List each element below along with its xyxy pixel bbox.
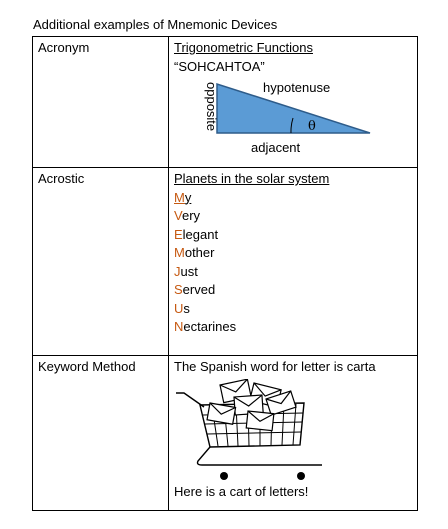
label-acronym: Acronym <box>38 40 90 55</box>
heading-planets: Planets in the solar system <box>174 171 330 186</box>
acrostic-word-list <box>174 189 412 337</box>
acrostic-word <box>174 281 412 300</box>
label-keyword-method: Keyword Method <box>38 359 136 374</box>
keyword-heading: The Spanish word for letter is carta <box>174 359 376 374</box>
acrostic-rest: ust <box>180 263 198 279</box>
mnemonic-table <box>32 36 418 511</box>
acrostic-word <box>174 244 412 263</box>
hypotenuse-label: hypotenuse <box>263 80 331 95</box>
heading-trig-functions: Trigonometric Functions <box>174 40 313 55</box>
right-triangle-diagram <box>174 78 374 140</box>
acrostic-word <box>174 207 412 226</box>
row-label <box>33 37 169 168</box>
row-label <box>33 356 169 511</box>
cart-wheel-left <box>220 472 228 480</box>
acrostic-rest: other <box>184 245 215 260</box>
acrostic-word <box>174 189 412 208</box>
caption: Additional examples of Mnemonic Devices <box>33 17 278 32</box>
table-row-keyword <box>33 356 418 511</box>
cart-wheel-right <box>297 472 305 480</box>
acrostic-word <box>174 263 412 282</box>
shopping-cart-icon <box>174 379 344 483</box>
opposite-label: opposite <box>204 82 219 132</box>
row-content <box>169 356 418 511</box>
acrostic-word <box>174 226 412 245</box>
row-label <box>33 168 169 356</box>
sohcahtoa-text: “SOHCAHTOA” <box>174 58 265 74</box>
acrostic-initial: M <box>174 189 185 205</box>
acrostic-initial: U <box>174 300 184 316</box>
acrostic-initial: V <box>174 208 182 223</box>
acrostic-rest: ectarines <box>183 319 237 334</box>
acrostic-initial: E <box>174 226 183 242</box>
acrostic-rest: erved <box>182 282 216 297</box>
angle-label: θ <box>308 119 316 134</box>
acrostic-initial: N <box>174 319 184 334</box>
acrostic-initial: J <box>174 263 181 279</box>
acrostic-initial: S <box>174 282 183 297</box>
row-content <box>169 168 418 356</box>
acrostic-word <box>174 318 412 337</box>
acrostic-rest: ery <box>181 208 201 223</box>
table-row-acrostic <box>33 168 418 356</box>
table-row-acronym <box>33 37 418 168</box>
adjacent-label: adjacent <box>251 140 301 155</box>
label-acrostic: Acrostic <box>38 171 85 186</box>
row-content <box>169 37 418 168</box>
cart-frame <box>198 447 323 465</box>
acrostic-word <box>174 300 412 319</box>
keyword-footer: Here is a cart of letters! <box>174 483 309 499</box>
acrostic-rest: legant <box>182 226 219 242</box>
acrostic-rest: y <box>184 189 192 205</box>
acrostic-rest: s <box>183 300 190 316</box>
acrostic-initial: M <box>174 245 185 260</box>
